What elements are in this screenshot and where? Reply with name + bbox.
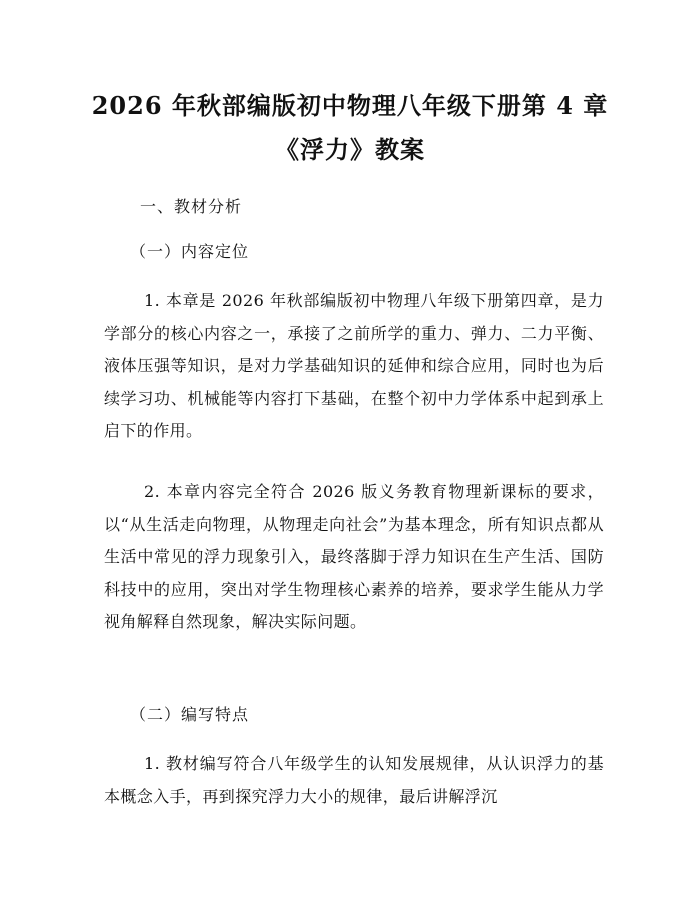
paragraph-2-text: 2. 本章内容完全符合 2026 版义务教育物理新课标的要求，以“从生活走向物理，从物理走向社会”为基本理念，所有知识点都从生活中常见的浮力现象引入，最终落脚于浮力知识在生产生活、国防科技中的应用，突出对学生物理核心素养的培养，要求学生能从力学视角解释自然现象，解决实际问题。	[104, 482, 604, 631]
document-title-line2: 《浮力》教案	[275, 135, 425, 164]
paragraph-2	[104, 476, 604, 639]
paragraph-3-text: 1. 教材编写符合八年级学生的认知发展规律，从认识浮力的基本概念入手，再到探究浮力大小的规律，最后讲解浮沉	[104, 754, 604, 806]
paragraph-3	[104, 748, 604, 813]
section-heading-teaching-material-analysis: 一、教材分析	[140, 197, 243, 216]
subsection-heading-writing-features: （二）编写特点	[130, 705, 250, 724]
subsection-heading-content-positioning: （一）内容定位	[130, 242, 250, 261]
paragraph-1-text: 1. 本章是 2026 年秋部编版初中物理八年级下册第四章，是力学部分的核心内容之一，承接了之前所学的重力、弹力、二力平衡、液体压强等知识，是对力学基础知识的延伸和综合应用，同时也为后续学习功、机械能等内容打下基础，在整个初中力学体系中起到承上启下的作用。	[104, 291, 604, 440]
document-title-line1: 2026 年秋部编版初中物理八年级下册第 4 章	[91, 91, 609, 120]
paragraph-1	[104, 285, 604, 448]
